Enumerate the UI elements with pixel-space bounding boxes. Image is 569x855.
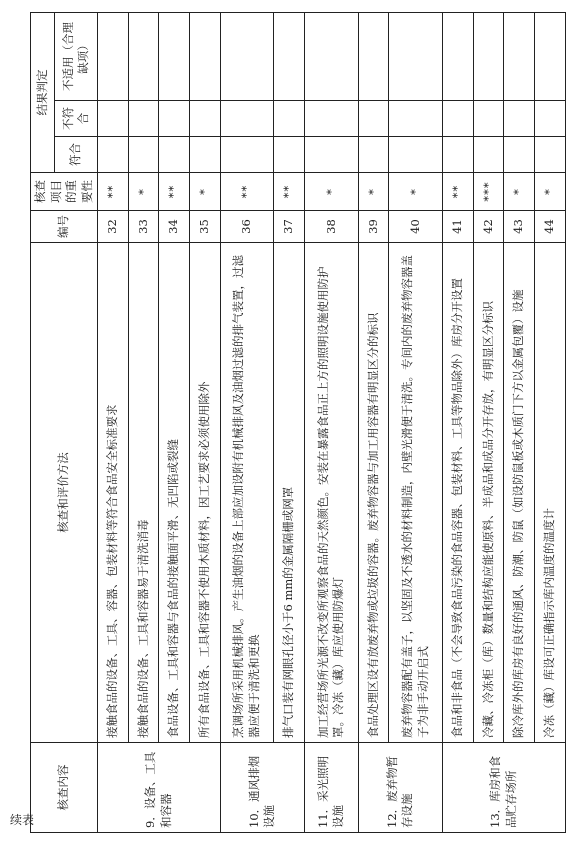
conform-cell[interactable] bbox=[220, 137, 274, 173]
conform-cell[interactable] bbox=[304, 137, 358, 173]
importance-cell: ** bbox=[159, 173, 190, 211]
nonconform-cell[interactable] bbox=[443, 101, 474, 137]
table-row bbox=[189, 12, 220, 832]
method-cell: 食品和非食品（不会导致食品污染的食品容器、包装材料、工具等物品除外）库房分开设置 bbox=[443, 243, 474, 743]
conform-cell[interactable] bbox=[189, 137, 220, 173]
table-row bbox=[128, 12, 159, 832]
table-row bbox=[358, 12, 389, 832]
header-result: 结果判定 bbox=[31, 12, 55, 172]
number-cell: 41 bbox=[443, 211, 474, 243]
conform-cell[interactable] bbox=[128, 137, 159, 173]
table-row bbox=[304, 12, 358, 832]
inspection-table bbox=[30, 12, 566, 833]
nonconform-cell[interactable] bbox=[358, 101, 389, 137]
nonconform-cell[interactable] bbox=[473, 101, 504, 137]
category-cell: 11．采光照明设施 bbox=[304, 743, 358, 833]
rotated-table-stage bbox=[30, 13, 555, 833]
number-cell: 43 bbox=[504, 211, 535, 243]
method-cell: 除冷库外的库房有良好的通风、防潮、防鼠（如设防鼠板或木质门下方以金属包覆）设施 bbox=[504, 243, 535, 743]
table-row bbox=[473, 12, 504, 832]
method-cell: 排气口装有网眼孔径小于6 mm的金属隔栅或网罩 bbox=[274, 243, 305, 743]
table-row bbox=[443, 12, 474, 832]
number-cell: 40 bbox=[389, 211, 443, 243]
nonconform-cell[interactable] bbox=[189, 101, 220, 137]
table-row bbox=[504, 12, 535, 832]
method-cell: 冷藏、冷冻柜（库）数量和结构应能使原料、半成品和成品分开存放，有明显区分标识 bbox=[473, 243, 504, 743]
method-cell: 烹调场所采用机械排风。产生油烟的设备上部应加设附有机械排风及油烟过滤的排气装置，过滤器应便于清洗和更换 bbox=[220, 243, 274, 743]
importance-cell: ** bbox=[274, 173, 305, 211]
nonconform-cell[interactable] bbox=[304, 101, 358, 137]
header-importance: 核查项目的重要性 bbox=[31, 173, 98, 211]
category-cell: 10．通风排烟设施 bbox=[220, 743, 304, 833]
not-applicable-cell[interactable] bbox=[189, 12, 220, 100]
conform-cell[interactable] bbox=[504, 137, 535, 173]
table-row bbox=[274, 12, 305, 832]
header-content: 核查内容 bbox=[31, 743, 98, 833]
number-cell: 44 bbox=[534, 211, 565, 243]
not-applicable-cell[interactable] bbox=[534, 12, 565, 100]
number-cell: 33 bbox=[128, 211, 159, 243]
table-row bbox=[534, 12, 565, 832]
importance-cell: * bbox=[389, 173, 443, 211]
nonconform-cell[interactable] bbox=[534, 101, 565, 137]
not-applicable-cell[interactable] bbox=[504, 12, 535, 100]
header-conform: 符合 bbox=[55, 137, 98, 173]
number-cell: 35 bbox=[189, 211, 220, 243]
nonconform-cell[interactable] bbox=[159, 101, 190, 137]
method-cell: 所有食品设备、工具和容器不使用木质材料，因工艺要求必须使用除外 bbox=[189, 243, 220, 743]
table-row bbox=[389, 12, 443, 832]
conform-cell[interactable] bbox=[473, 137, 504, 173]
method-cell: 冷冻（藏）库设可正确指示库内温度的温度计 bbox=[534, 243, 565, 743]
nonconform-cell[interactable] bbox=[220, 101, 274, 137]
category-cell: 9．设备、工具和容器 bbox=[98, 743, 220, 833]
number-cell: 32 bbox=[98, 211, 129, 243]
importance-cell: * bbox=[358, 173, 389, 211]
table-row bbox=[220, 12, 274, 832]
header-number: 编号 bbox=[31, 211, 98, 243]
importance-cell: * bbox=[534, 173, 565, 211]
not-applicable-cell[interactable] bbox=[443, 12, 474, 100]
header-not-applicable: 不适用（合理缺项） bbox=[55, 12, 98, 100]
importance-cell: ** bbox=[98, 173, 129, 211]
not-applicable-cell[interactable] bbox=[304, 12, 358, 100]
method-cell: 接触食品的设备、工具和容器易于清洗消毒 bbox=[128, 243, 159, 743]
not-applicable-cell[interactable] bbox=[389, 12, 443, 100]
not-applicable-cell[interactable] bbox=[473, 12, 504, 100]
importance-cell: ** bbox=[220, 173, 274, 211]
importance-cell: * bbox=[304, 173, 358, 211]
importance-cell: * bbox=[504, 173, 535, 211]
not-applicable-cell[interactable] bbox=[159, 12, 190, 100]
method-cell: 加工经营场所光源不改变所观察食品的天然颜色。安装在暴露食品正上方的照明设施使用防护罩。冷冻（藏）库应使用防爆灯 bbox=[304, 243, 358, 743]
number-cell: 36 bbox=[220, 211, 274, 243]
nonconform-cell[interactable] bbox=[98, 101, 129, 137]
nonconform-cell[interactable] bbox=[274, 101, 305, 137]
not-applicable-cell[interactable] bbox=[274, 12, 305, 100]
header-nonconform: 不符合 bbox=[55, 101, 98, 137]
nonconform-cell[interactable] bbox=[389, 101, 443, 137]
conform-cell[interactable] bbox=[274, 137, 305, 173]
continued-label: 续表 bbox=[10, 813, 35, 827]
importance-cell: * bbox=[189, 173, 220, 211]
conform-cell[interactable] bbox=[358, 137, 389, 173]
conform-cell[interactable] bbox=[389, 137, 443, 173]
number-cell: 37 bbox=[274, 211, 305, 243]
nonconform-cell[interactable] bbox=[128, 101, 159, 137]
header-method: 核查和评价方法 bbox=[31, 243, 98, 743]
method-cell: 接触食品的设备、工具、容器、包装材料等符合食品安全标准要求 bbox=[98, 243, 129, 743]
not-applicable-cell[interactable] bbox=[358, 12, 389, 100]
importance-cell: ** bbox=[443, 173, 474, 211]
conform-cell[interactable] bbox=[443, 137, 474, 173]
category-cell: 12．废弃物暂存设施 bbox=[358, 743, 442, 833]
not-applicable-cell[interactable] bbox=[98, 12, 129, 100]
conform-cell[interactable] bbox=[534, 137, 565, 173]
number-cell: 38 bbox=[304, 211, 358, 243]
header-row-1 bbox=[31, 12, 55, 832]
importance-cell: *** bbox=[473, 173, 504, 211]
importance-cell: * bbox=[128, 173, 159, 211]
method-cell: 废弃物容器配有盖子，以坚固及不透水的材料制造，内壁光滑便于清洗。专间内的废弃物容器盖子为非手动开启式 bbox=[389, 243, 443, 743]
rotated-table-wrapper bbox=[30, 13, 555, 833]
category-cell: 13．库房和食品贮存场所 bbox=[443, 743, 566, 833]
table-row bbox=[159, 12, 190, 832]
number-cell: 42 bbox=[473, 211, 504, 243]
method-cell: 食品设备、工具和容器与食品的接触面平滑、无凹陷或裂缝 bbox=[159, 243, 190, 743]
not-applicable-cell[interactable] bbox=[128, 12, 159, 100]
not-applicable-cell[interactable] bbox=[220, 12, 274, 100]
number-cell: 39 bbox=[358, 211, 389, 243]
conform-cell[interactable] bbox=[98, 137, 129, 173]
nonconform-cell[interactable] bbox=[504, 101, 535, 137]
number-cell: 34 bbox=[159, 211, 190, 243]
table-row bbox=[98, 12, 129, 832]
conform-cell[interactable] bbox=[159, 137, 190, 173]
method-cell: 食品处理区设有放废弃物或垃圾的容器。废弃物容器与加工用容器有明显区分的标识 bbox=[358, 243, 389, 743]
